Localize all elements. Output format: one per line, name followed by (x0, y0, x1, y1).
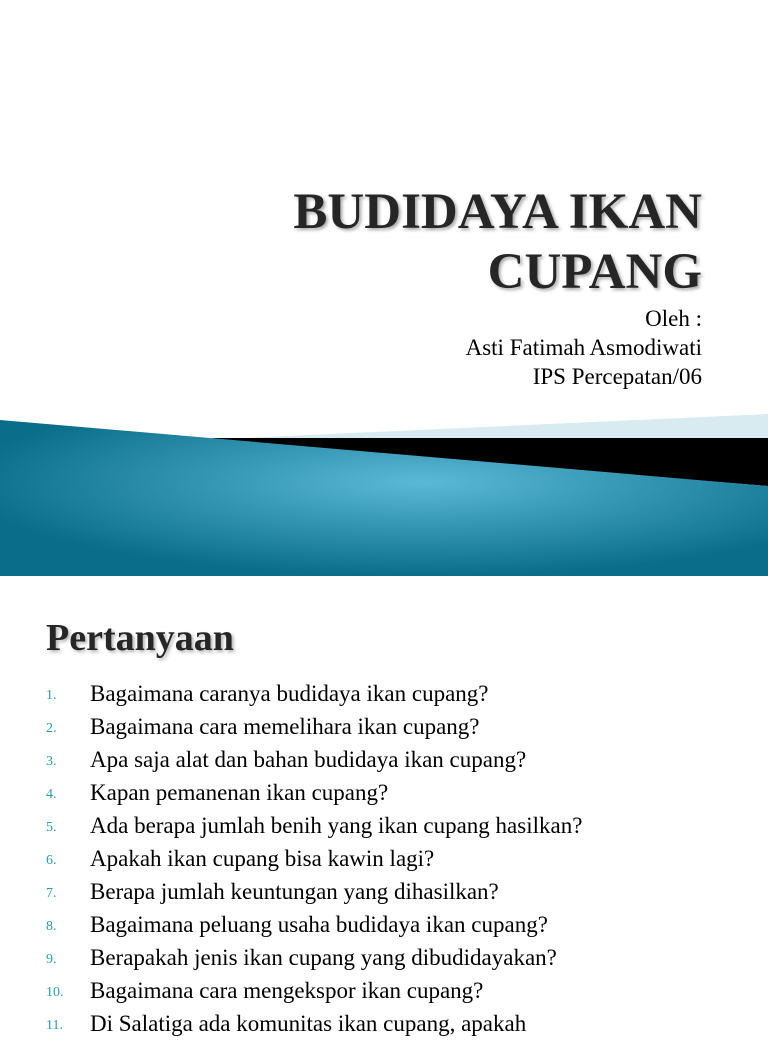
question-item (0, 943, 768, 976)
title-line-2: CUPANG (487, 244, 702, 300)
question-number: 7. (46, 886, 57, 901)
question-item (0, 976, 768, 1009)
subtitle-line-2: Asti Fatimah Asmodiwati (465, 335, 702, 360)
question-text: Berapa jumlah keuntungan yang dihasilkan? (90, 879, 499, 904)
question-item (0, 712, 768, 745)
question-text: Bagaimana cara mengekspor ikan cupang? (90, 978, 484, 1003)
subtitle-line-3: IPS Percepatan/06 (532, 364, 702, 389)
question-number: 10. (46, 985, 64, 1000)
slide-heading: Pertanyaan (46, 617, 234, 659)
question-number: 5. (46, 820, 57, 835)
question-text: Apa saja alat dan bahan budidaya ikan cupang? (90, 747, 527, 772)
question-number: 3. (46, 754, 57, 769)
question-text: Berapakah jenis ikan cupang yang dibudidayakan? (90, 945, 557, 970)
question-item (0, 778, 768, 811)
question-text: Ada berapa jumlah benih yang ikan cupang hasilkan? (90, 813, 583, 838)
slide-title (102, 182, 702, 302)
question-number: 8. (46, 919, 57, 934)
question-text: Bagaimana caranya budidaya ikan cupang? (90, 681, 489, 706)
slide-subtitle (202, 304, 702, 391)
question-item (0, 844, 768, 877)
title-line-1: BUDIDAYA IKAN (293, 184, 702, 240)
questions-slide (0, 576, 768, 1036)
question-text: Bagaimana peluang usaha budidaya ikan cupang? (90, 912, 548, 937)
question-text: Kapan pemanenan ikan cupang? (90, 780, 389, 805)
question-item (0, 745, 768, 778)
question-number: 4. (46, 787, 57, 802)
question-number: 9. (46, 952, 57, 967)
accent-strip-shape (200, 414, 768, 441)
question-number: 1. (46, 688, 57, 703)
question-text: Bagaimana cara memelihara ikan cupang? (90, 714, 480, 739)
question-number: 11. (46, 1018, 63, 1033)
question-number: 6. (46, 853, 57, 868)
subtitle-line-1: Oleh : (645, 306, 702, 331)
question-item (0, 1009, 768, 1042)
question-item (0, 910, 768, 943)
decorative-wave-band (0, 400, 768, 576)
question-number: 2. (46, 721, 57, 736)
question-text: Apakah ikan cupang bisa kawin lagi? (90, 846, 435, 871)
question-item (0, 811, 768, 844)
question-list (0, 679, 768, 1042)
question-item (0, 679, 768, 712)
question-text: Di Salatiga ada komunitas ikan cupang, apakah (90, 1011, 527, 1036)
question-item (0, 877, 768, 910)
